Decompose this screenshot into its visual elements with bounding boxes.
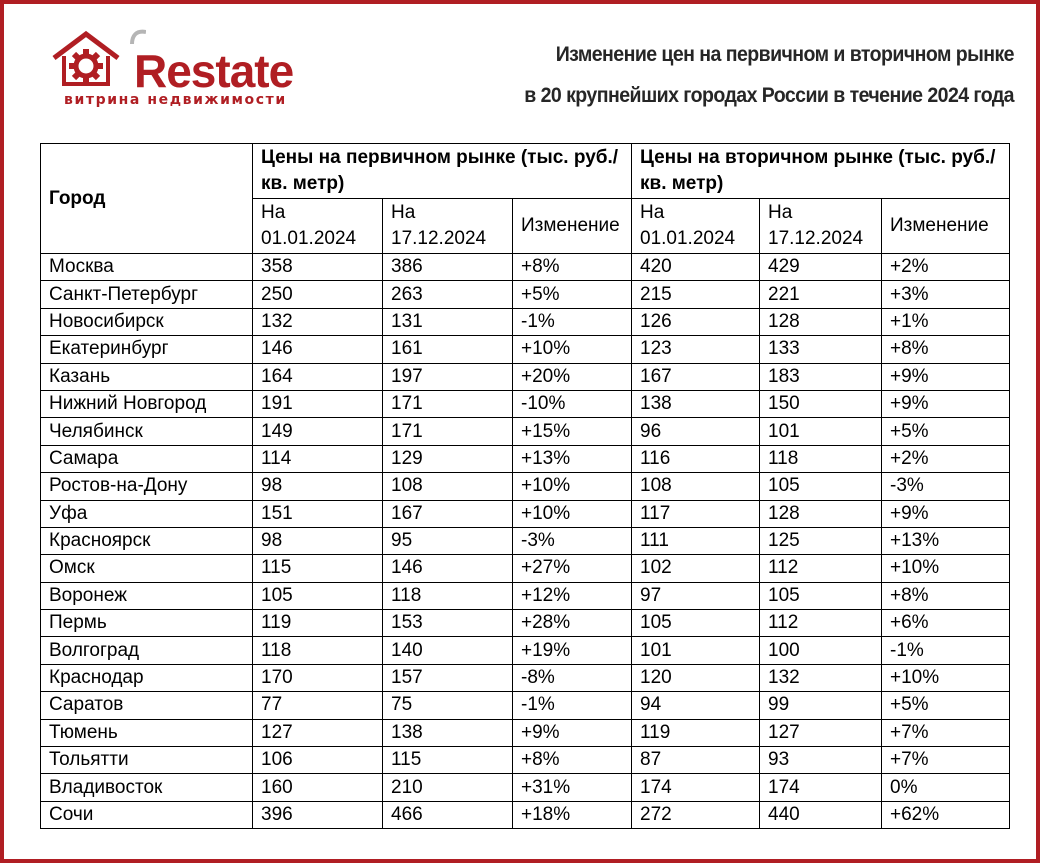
secondary-end-cell: 112 [760, 555, 882, 582]
secondary-end-cell: 125 [760, 527, 882, 554]
primary-change-cell: +10% [513, 500, 632, 527]
secondary-change-cell: +5% [882, 692, 1010, 719]
secondary-change-cell: -3% [882, 473, 1010, 500]
secondary-start-cell: 87 [632, 747, 760, 774]
secondary-change-cell: +1% [882, 308, 1010, 335]
table-row [41, 363, 1010, 390]
primary-end-cell: 263 [383, 281, 513, 308]
table-row [41, 582, 1010, 609]
primary-end-cell: 115 [383, 747, 513, 774]
primary-end-cell: 210 [383, 774, 513, 801]
secondary-end-cell: 112 [760, 610, 882, 637]
primary-change-cell: +5% [513, 281, 632, 308]
primary-end-cell: 466 [383, 801, 513, 828]
city-cell: Омск [41, 555, 253, 582]
primary-start-cell: 105 [253, 582, 383, 609]
table-row [41, 801, 1010, 828]
city-cell: Тольятти [41, 747, 253, 774]
city-cell: Ростов-на-Дону [41, 473, 253, 500]
primary-change-cell: -3% [513, 527, 632, 554]
primary-start-cell: 106 [253, 747, 383, 774]
secondary-end-cell: 127 [760, 719, 882, 746]
primary-change-cell: +13% [513, 445, 632, 472]
secondary-start-cell: 94 [632, 692, 760, 719]
primary-start-cell: 132 [253, 308, 383, 335]
secondary-end-cell: 429 [760, 254, 882, 281]
secondary-start-cell: 126 [632, 308, 760, 335]
table-row [41, 445, 1010, 472]
primary-change-cell: +8% [513, 254, 632, 281]
primary-end-cell: 157 [383, 664, 513, 691]
primary-change-cell: +10% [513, 473, 632, 500]
city-cell: Саратов [41, 692, 253, 719]
secondary-start-cell: 138 [632, 390, 760, 417]
secondary-change-cell: +62% [882, 801, 1010, 828]
secondary-end-cell: 133 [760, 336, 882, 363]
primary-change-cell: -10% [513, 390, 632, 417]
secondary-change-cell: +6% [882, 610, 1010, 637]
city-cell: Екатеринбург [41, 336, 253, 363]
city-cell: Новосибирск [41, 308, 253, 335]
secondary-change-cell: +9% [882, 390, 1010, 417]
primary-end-cell: 75 [383, 692, 513, 719]
secondary-start-cell: 120 [632, 664, 760, 691]
primary-change-cell: +9% [513, 719, 632, 746]
primary-start-cell: 164 [253, 363, 383, 390]
primary-end-cell: 129 [383, 445, 513, 472]
city-column-header: Город [41, 144, 253, 254]
secondary-start-cell: 117 [632, 500, 760, 527]
secondary-start-cell: 111 [632, 527, 760, 554]
table-row [41, 336, 1010, 363]
primary-start-cell: 170 [253, 664, 383, 691]
brand-name: Restate [134, 45, 294, 97]
secondary-end-cell: 100 [760, 637, 882, 664]
secondary-end-cell: 93 [760, 747, 882, 774]
secondary-start-cell: 215 [632, 281, 760, 308]
primary-end-cell: 118 [383, 582, 513, 609]
table-row [41, 281, 1010, 308]
primary-change-cell: +8% [513, 747, 632, 774]
secondary-change-cell: +2% [882, 445, 1010, 472]
secondary-change-cell: 0% [882, 774, 1010, 801]
table-row [41, 664, 1010, 691]
city-cell: Уфа [41, 500, 253, 527]
secondary-start-cell: 167 [632, 363, 760, 390]
city-cell: Красноярск [41, 527, 253, 554]
primary-change-cell: +19% [513, 637, 632, 664]
table-row [41, 254, 1010, 281]
table-row [41, 747, 1010, 774]
secondary-change-cell: +7% [882, 719, 1010, 746]
primary-change-cell: -8% [513, 664, 632, 691]
primary-change-header: Изменение [513, 199, 632, 254]
secondary-change-cell: +5% [882, 418, 1010, 445]
secondary-end-cell: 183 [760, 363, 882, 390]
primary-end-cell: 131 [383, 308, 513, 335]
secondary-end-cell: 174 [760, 774, 882, 801]
primary-start-cell: 119 [253, 610, 383, 637]
secondary-start-cell: 116 [632, 445, 760, 472]
primary-end-header: На 17.12.2024 [383, 199, 513, 254]
secondary-end-cell: 128 [760, 500, 882, 527]
table-row [41, 692, 1010, 719]
table-row [41, 418, 1010, 445]
secondary-change-cell: +2% [882, 254, 1010, 281]
secondary-start-cell: 97 [632, 582, 760, 609]
primary-start-header: На 01.01.2024 [253, 199, 383, 254]
secondary-start-cell: 105 [632, 610, 760, 637]
primary-end-cell: 171 [383, 390, 513, 417]
table-row [41, 527, 1010, 554]
house-gear-icon [50, 28, 146, 92]
primary-change-cell: +28% [513, 610, 632, 637]
secondary-start-cell: 102 [632, 555, 760, 582]
secondary-end-cell: 132 [760, 664, 882, 691]
city-cell: Пермь [41, 610, 253, 637]
primary-start-cell: 250 [253, 281, 383, 308]
primary-start-cell: 115 [253, 555, 383, 582]
primary-start-cell: 98 [253, 473, 383, 500]
secondary-start-cell: 174 [632, 774, 760, 801]
primary-end-cell: 386 [383, 254, 513, 281]
secondary-start-cell: 96 [632, 418, 760, 445]
primary-end-cell: 171 [383, 418, 513, 445]
city-cell: Воронеж [41, 582, 253, 609]
title-line-1: Изменение цен на первичном и вторичном рынке [555, 43, 1014, 66]
title-line-2: в 20 крупнейших городах России в течение 2024 года [524, 84, 1014, 107]
table-row [41, 390, 1010, 417]
table-row [41, 555, 1010, 582]
secondary-start-cell: 123 [632, 336, 760, 363]
primary-start-cell: 118 [253, 637, 383, 664]
primary-start-cell: 114 [253, 445, 383, 472]
secondary-change-header: Изменение [882, 199, 1010, 254]
primary-change-cell: +27% [513, 555, 632, 582]
city-cell: Нижний Новгород [41, 390, 253, 417]
primary-end-cell: 138 [383, 719, 513, 746]
secondary-start-cell: 101 [632, 637, 760, 664]
primary-start-cell: 151 [253, 500, 383, 527]
brand-tagline: витрина недвижимости [64, 92, 287, 108]
primary-change-cell: -1% [513, 308, 632, 335]
primary-end-cell: 95 [383, 527, 513, 554]
secondary-change-cell: +3% [882, 281, 1010, 308]
primary-end-cell: 146 [383, 555, 513, 582]
primary-start-cell: 160 [253, 774, 383, 801]
primary-start-cell: 358 [253, 254, 383, 281]
city-cell: Челябинск [41, 418, 253, 445]
primary-change-cell: +20% [513, 363, 632, 390]
table-row [41, 610, 1010, 637]
primary-start-cell: 146 [253, 336, 383, 363]
table-body [41, 254, 1010, 829]
secondary-change-cell: +9% [882, 500, 1010, 527]
secondary-start-cell: 420 [632, 254, 760, 281]
city-cell: Сочи [41, 801, 253, 828]
primary-start-cell: 77 [253, 692, 383, 719]
secondary-start-cell: 108 [632, 473, 760, 500]
primary-end-cell: 197 [383, 363, 513, 390]
primary-start-cell: 396 [253, 801, 383, 828]
table-row [41, 308, 1010, 335]
secondary-change-cell: +10% [882, 555, 1010, 582]
secondary-change-cell: +7% [882, 747, 1010, 774]
primary-market-header: Цены на первичном рынке (тыс. руб./кв. метр) [253, 144, 632, 199]
primary-start-cell: 127 [253, 719, 383, 746]
secondary-end-cell: 440 [760, 801, 882, 828]
table-row [41, 473, 1010, 500]
primary-start-cell: 149 [253, 418, 383, 445]
table-row [41, 500, 1010, 527]
secondary-end-cell: 221 [760, 281, 882, 308]
secondary-change-cell: +13% [882, 527, 1010, 554]
secondary-end-cell: 99 [760, 692, 882, 719]
primary-change-cell: -1% [513, 692, 632, 719]
city-cell: Самара [41, 445, 253, 472]
secondary-start-header: На 01.01.2024 [632, 199, 760, 254]
city-cell: Санкт-Петербург [41, 281, 253, 308]
primary-end-cell: 167 [383, 500, 513, 527]
primary-end-cell: 161 [383, 336, 513, 363]
header-row [41, 144, 1010, 199]
table-row [41, 774, 1010, 801]
primary-end-cell: 153 [383, 610, 513, 637]
price-table [40, 143, 1010, 829]
secondary-end-cell: 101 [760, 418, 882, 445]
city-cell: Тюмень [41, 719, 253, 746]
secondary-end-cell: 118 [760, 445, 882, 472]
primary-change-cell: +31% [513, 774, 632, 801]
page-title [475, 34, 1014, 116]
secondary-change-cell: +10% [882, 664, 1010, 691]
city-cell: Волгоград [41, 637, 253, 664]
secondary-start-cell: 272 [632, 801, 760, 828]
city-cell: Краснодар [41, 664, 253, 691]
secondary-end-cell: 128 [760, 308, 882, 335]
secondary-change-cell: +8% [882, 582, 1010, 609]
secondary-change-cell: +8% [882, 336, 1010, 363]
secondary-end-cell: 150 [760, 390, 882, 417]
primary-start-cell: 98 [253, 527, 383, 554]
secondary-start-cell: 119 [632, 719, 760, 746]
table-row [41, 719, 1010, 746]
city-cell: Казань [41, 363, 253, 390]
table-row [41, 637, 1010, 664]
secondary-market-header: Цены на вторичном рынке (тыс. руб./кв. метр) [632, 144, 1010, 199]
primary-change-cell: +12% [513, 582, 632, 609]
primary-end-cell: 140 [383, 637, 513, 664]
primary-change-cell: +18% [513, 801, 632, 828]
primary-change-cell: +10% [513, 336, 632, 363]
secondary-end-cell: 105 [760, 473, 882, 500]
city-cell: Москва [41, 254, 253, 281]
primary-change-cell: +15% [513, 418, 632, 445]
secondary-end-header: На 17.12.2024 [760, 199, 882, 254]
secondary-change-cell: +9% [882, 363, 1010, 390]
city-cell: Владивосток [41, 774, 253, 801]
secondary-change-cell: -1% [882, 637, 1010, 664]
primary-end-cell: 108 [383, 473, 513, 500]
primary-start-cell: 191 [253, 390, 383, 417]
secondary-end-cell: 105 [760, 582, 882, 609]
restate-logo [50, 28, 320, 114]
